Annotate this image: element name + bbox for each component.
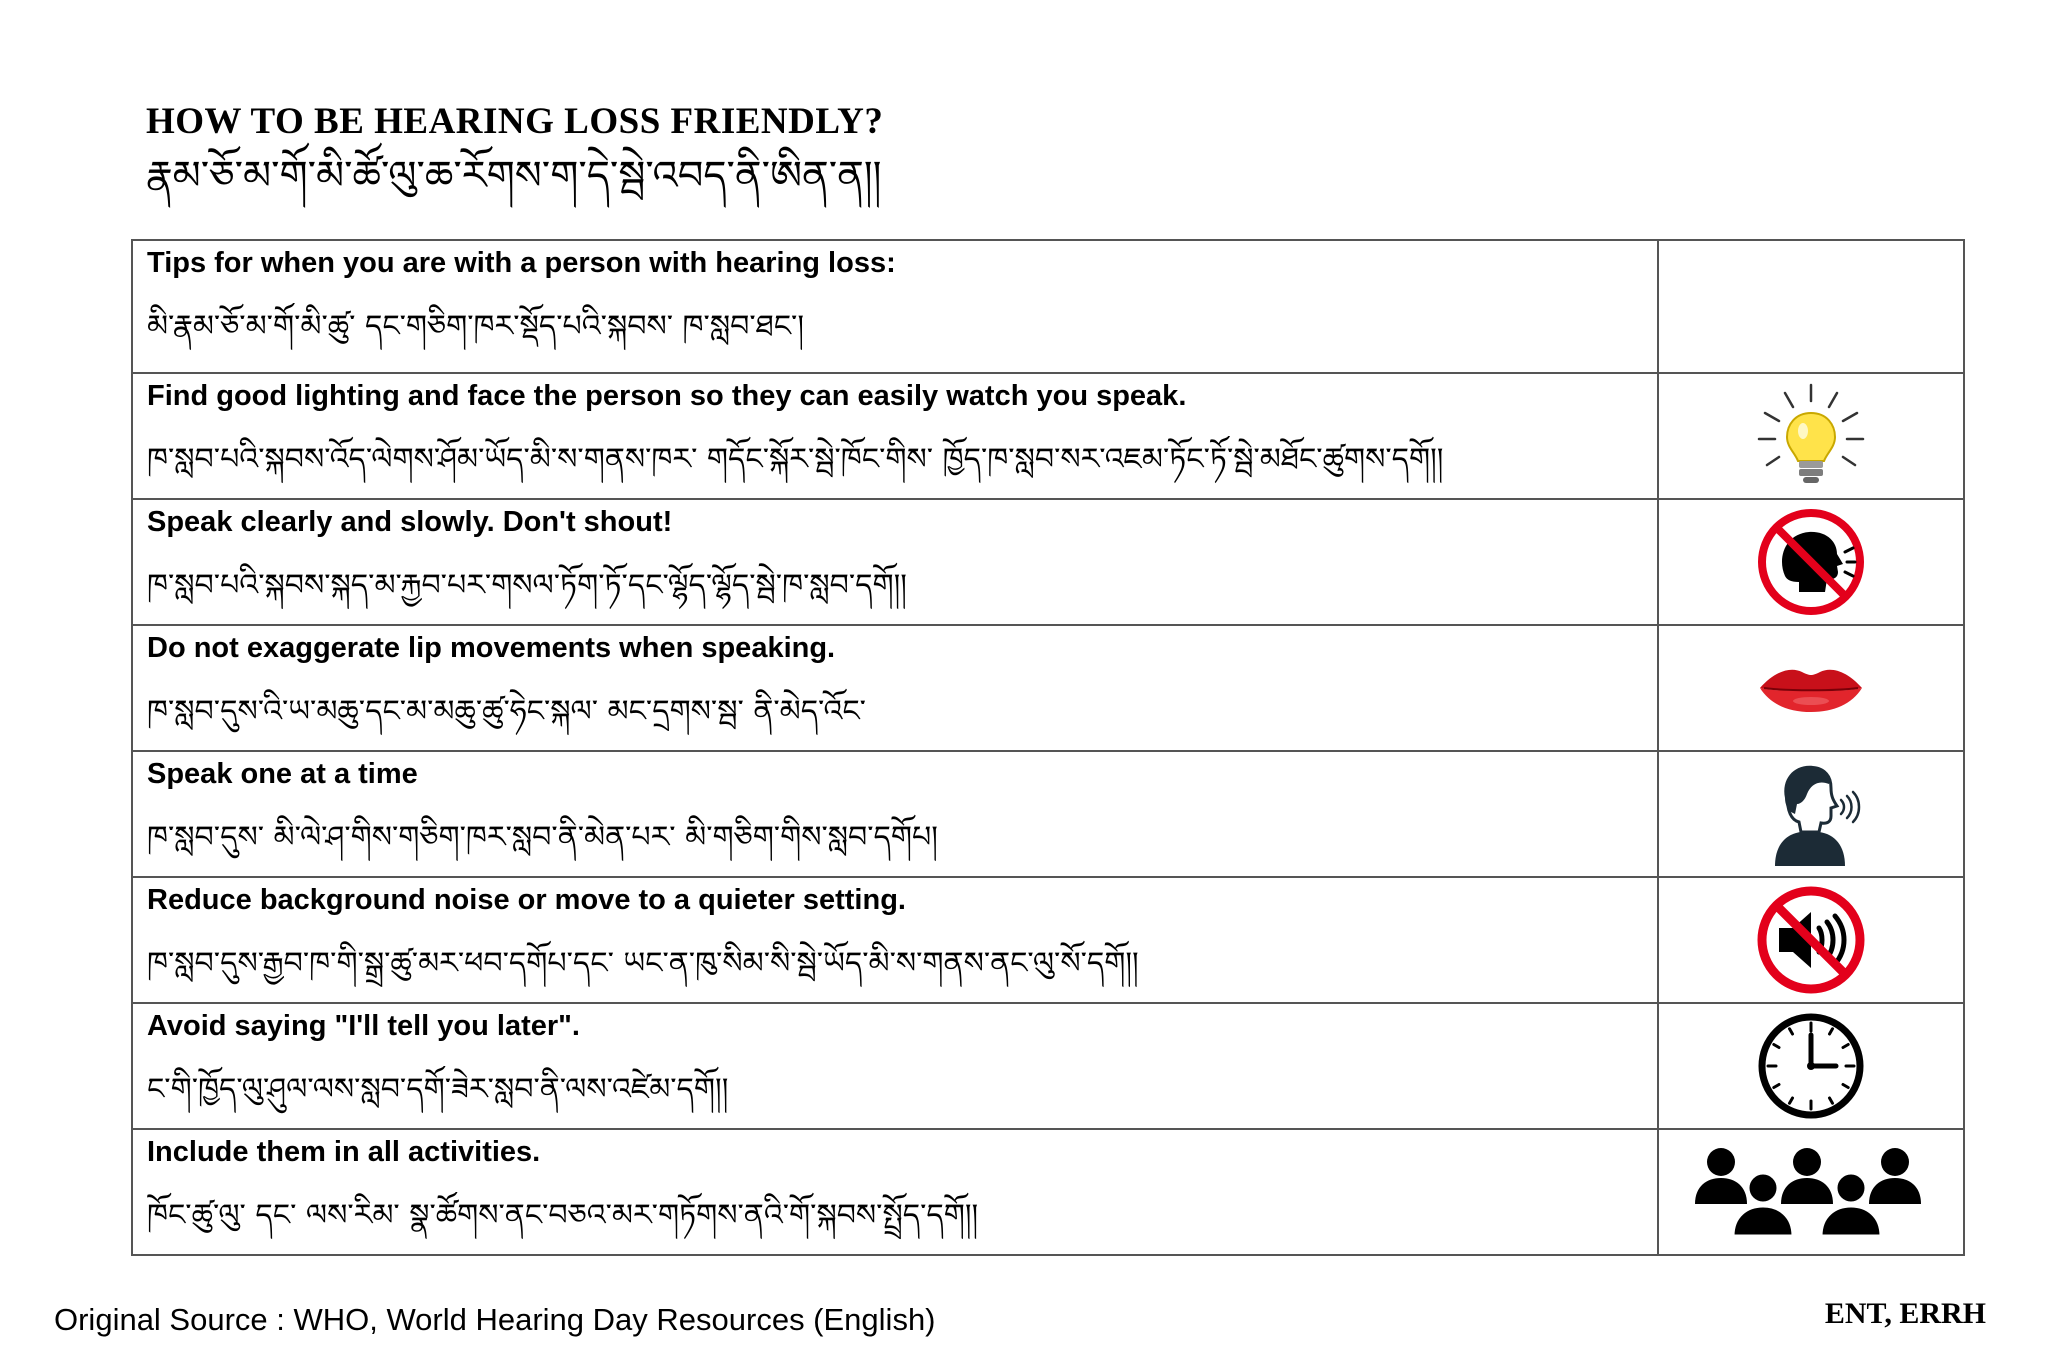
header-icon-cell <box>1658 240 1964 373</box>
clock-icon <box>1756 1011 1866 1121</box>
icon-cell <box>1658 625 1964 751</box>
table-row <box>132 499 1964 625</box>
tip-text-bo: ཁ་སླབ་པའི་སྐབས་སྐད་མ་རྐྱབ་པར་གསལ་ཏོག་ཏོ་དང་ལྷོད་ལྷོད་སྦེ་ཁ་སླབ་དགོ།། <box>147 568 907 603</box>
tip-text-en: Find good lighting and face the person so they can easily watch you speak. <box>147 380 1187 412</box>
tip-text-bo: ཁ་སླབ་དུས་འི་ཡ་མཆུ་དང་མ་མཆུ་ཚུ་ཧེང་སྐལ་ མང་དྲགས་སྦ་ ནི་མེད་འོང་ <box>147 694 866 729</box>
icon-cell <box>1658 499 1964 625</box>
icon-cell <box>1658 1129 1964 1255</box>
source-note: Original Source : WHO, World Hearing Day Resources (English) <box>54 1302 936 1337</box>
page-title: HOW TO BE HEARING LOSS FRIENDLY? <box>146 101 884 142</box>
tip-text-bo: ཁོང་ཚུ་ལུ་ དང་ ལས་རིམ་ སྣ་ཚོགས་ནང་བཅའ་མར་གཏོགས་ནའི་གོ་སྐབས་སྤྲོད་དགོ།། <box>147 1198 979 1233</box>
tip-text-en: Speak clearly and slowly. Don't shout! <box>147 506 673 538</box>
icon-cell <box>1658 877 1964 1003</box>
table-row <box>132 625 1964 751</box>
table-row <box>132 751 1964 877</box>
tip-text-en: Reduce background noise or move to a quieter setting. <box>147 884 906 916</box>
tip-cell <box>132 877 1658 1003</box>
header-text-en: Tips for when you are with a person with hearing loss: <box>147 247 896 279</box>
credit-label: ENT, ERRH <box>1824 1297 1986 1330</box>
table-row <box>132 877 1964 1003</box>
tip-cell <box>132 499 1658 625</box>
tip-cell <box>132 1003 1658 1129</box>
tip-text-en: Avoid saying "I'll tell you later". <box>147 1010 580 1042</box>
tip-cell <box>132 1129 1658 1255</box>
tip-text-bo: ང་གི་ཁྱོད་ལུ་ཤུལ་ལས་སླབ་དགོ་ཟེར་སླབ་ནི་ལས་འཛེམ་དགོ།། <box>147 1072 729 1107</box>
group-icon <box>1691 1142 1931 1242</box>
tips-table <box>131 239 1965 1256</box>
tip-cell <box>132 625 1658 751</box>
icon-cell <box>1658 751 1964 877</box>
tip-cell <box>132 373 1658 499</box>
tip-text-bo: ཁ་སླབ་དུས་རྒྱབ་ཁ་གི་སྒྲ་ཚུ་མར་ཕབ་དགོཔ་དང་ ཡང་ན་ཁུ་སིམ་སི་སྦེ་ཡོད་མི་ས་གནས་ནང་ལུ་སོ་དགོ།། <box>147 946 1139 981</box>
tip-cell <box>132 751 1658 877</box>
tip-text-en: Do not exaggerate lip movements when speaking. <box>147 632 836 664</box>
lightbulb-icon <box>1751 381 1871 491</box>
table-header-row <box>132 240 1964 373</box>
icon-cell <box>1658 373 1964 499</box>
table-row <box>132 1129 1964 1255</box>
tip-text-en: Include them in all activities. <box>147 1136 541 1168</box>
header-text-bo: མི་རྣམ་ཅོ་མ་གོ་མི་ཚུ་ དང་གཅིག་ཁར་སྡོད་པའི་སྐབས་ ཁ་སླབ་ཐང་། <box>147 309 805 344</box>
tip-text-bo: ཁ་སླབ་པའི་སྐབས་འོད་ལེགས་ཤོམ་ཡོད་མི་ས་གནས་ཁར་ གདོང་སྐོར་སྦེ་ཁོང་གིས་ ཁྱོད་ཁ་སླབ་སར་འཇམ་ཏོང་ཏོ་སྦེ་མཐོང་ཚུགས་དགོ།། <box>147 442 1444 477</box>
lips-icon <box>1756 660 1866 716</box>
tip-text-bo: ཁ་སླབ་དུས་ མི་ལེ་ཤ་གིས་གཅིག་ཁར་སླབ་ནི་མེན་པར་ མི་གཅིག་གིས་སླབ་དགོཔ། <box>147 820 938 855</box>
no-shouting-icon <box>1755 506 1867 618</box>
tip-text-en: Speak one at a time <box>147 758 418 790</box>
icon-cell <box>1658 1003 1964 1129</box>
no-sound-icon <box>1755 884 1867 996</box>
table-row <box>132 1003 1964 1129</box>
person-speaking-icon <box>1761 762 1861 866</box>
table-row <box>132 373 1964 499</box>
header-cell <box>132 240 1658 373</box>
page-title-tibetan: རྣམ་ཅོ་མ་གོ་མི་ཚོ་ལུ་ཆ་རོགས་ག་དེ་སྦེ་འབད་ནི་ཨིན་ན།། <box>146 153 882 199</box>
